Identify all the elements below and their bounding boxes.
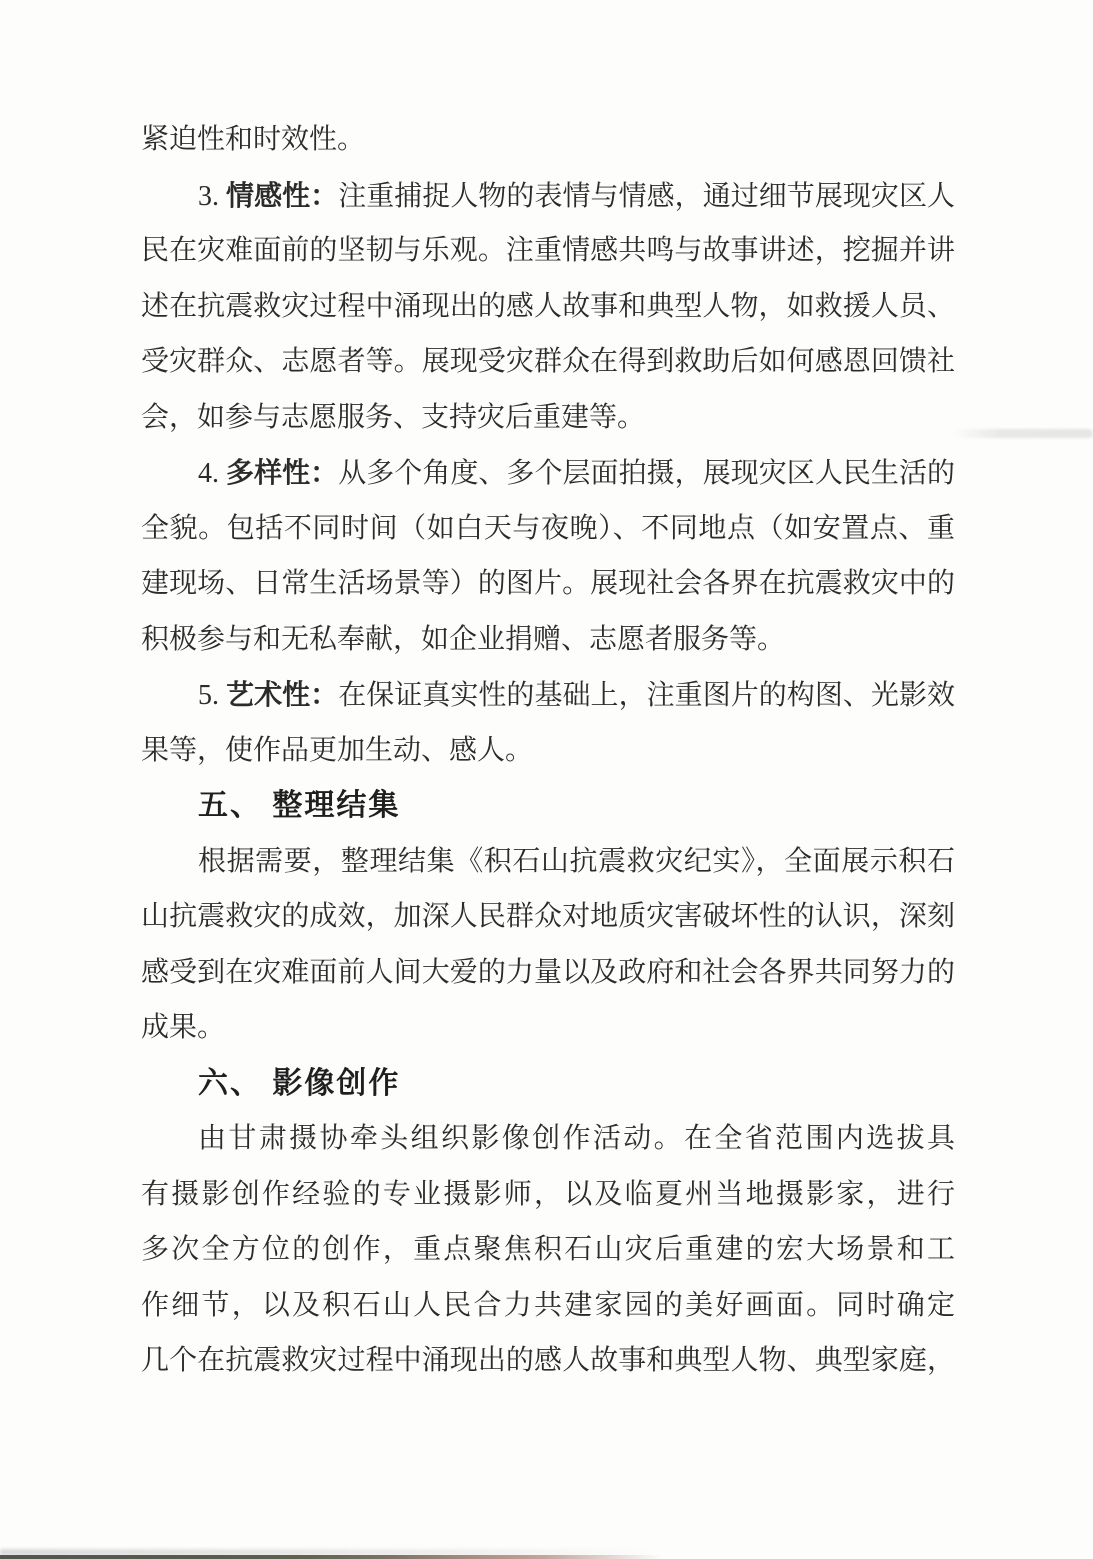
text-segment: 从多个角度、多个层面拍摄，展现灾区人民生活的 <box>338 458 955 489</box>
text-line <box>141 1222 955 1278</box>
text-line <box>141 390 955 446</box>
text-segment: 注重捕捉人物的表情与情感，通过细节展现灾区人 <box>338 180 955 212</box>
text-line <box>141 1278 955 1334</box>
text-segment: 4. <box>198 458 227 489</box>
text-line <box>141 334 955 390</box>
text-segment: 山抗震救灾的成效，加深人民群众对地质灾害破坏性的认识，深刻 <box>141 901 955 932</box>
text-line <box>141 501 955 557</box>
text-line <box>141 1111 955 1167</box>
heading-section-5 <box>141 778 955 834</box>
text-segment: 3. <box>198 180 227 212</box>
text-segment: 果等，使作品更加生动、感人。 <box>141 734 534 766</box>
text-segment: 建现场、日常生活场景等）的图片。展现社会各界在抗震救灾中的 <box>141 568 955 599</box>
text-line <box>141 612 955 668</box>
text-line <box>141 1000 955 1056</box>
text-segment: 根据需要，整理结集《积石山抗震救灾纪实》，全面展示积石 <box>198 845 955 877</box>
text-line <box>141 279 955 335</box>
emphasis-term: 多样性： <box>226 457 339 488</box>
text-line <box>141 667 955 723</box>
text-segment: 全貌。包括不同时间（如白天与夜晚）、不同地点（如安置点、重 <box>141 512 955 544</box>
heading-section-6 <box>141 1056 955 1112</box>
text-segment: 感受到在灾难面前人间大爱的力量以及政府和社会各界共同努力的 <box>141 956 955 988</box>
emphasis-term: 情感性： <box>226 179 339 211</box>
text-line <box>141 1167 955 1223</box>
text-segment: 作细节，以及积石山人民合力共建家园的美好画面。同时确定 <box>141 1289 955 1321</box>
text-line <box>141 723 955 779</box>
text-segment: 述在抗震救灾过程中涌现出的感人故事和典型人物，如救援人员、 <box>141 290 955 322</box>
text-segment: 几个在抗震救灾过程中涌现出的感人故事和典型人物、典型家庭， <box>141 1345 955 1376</box>
emphasis-term: 六、 影像创作 <box>198 1066 401 1100</box>
text-line <box>141 445 955 501</box>
text-line <box>141 223 955 279</box>
scan-edge-line-artifact <box>0 1555 662 1559</box>
text-line <box>141 945 955 1001</box>
text-segment: 受灾群众、志愿者等。展现受灾群众在得到救助后如何感恩回馈社 <box>141 346 955 377</box>
text-segment: 多次全方位的创作，重点聚焦积石山灾后重建的宏大场景和工 <box>141 1234 955 1265</box>
text-line <box>141 112 955 168</box>
text-line <box>141 1333 955 1389</box>
text-segment: 紧迫性和时效性。 <box>141 124 366 155</box>
text-segment: 5. <box>198 680 227 711</box>
text-segment: 会，如参与志愿服务、支持灾后重建等。 <box>141 401 646 433</box>
text-line <box>141 834 955 890</box>
text-segment: 有摄影创作经验的专业摄影师，以及临夏州当地摄影家，进行 <box>141 1178 955 1210</box>
text-segment: 由甘肃摄协牵头组织影像创作活动。在全省范围内选拔具 <box>198 1123 955 1154</box>
text-segment: 积极参与和无私奉献，如企业捐赠、志愿者服务等。 <box>141 623 786 655</box>
text-segment: 民在灾难面前的坚韧与乐观。注重情感共鸣与故事讲述，挖掘并讲 <box>141 235 955 266</box>
text-segment: 在保证真实性的基础上，注重图片的构图、光影效 <box>338 680 955 711</box>
text-line <box>141 556 955 612</box>
scan-smudge-artifact <box>952 429 1093 438</box>
document-body <box>141 112 955 1389</box>
text-line <box>141 889 955 945</box>
text-segment: 成果。 <box>141 1012 226 1043</box>
emphasis-term: 艺术性： <box>226 679 339 710</box>
text-line <box>141 168 955 224</box>
emphasis-term: 五、 整理结集 <box>198 789 401 822</box>
